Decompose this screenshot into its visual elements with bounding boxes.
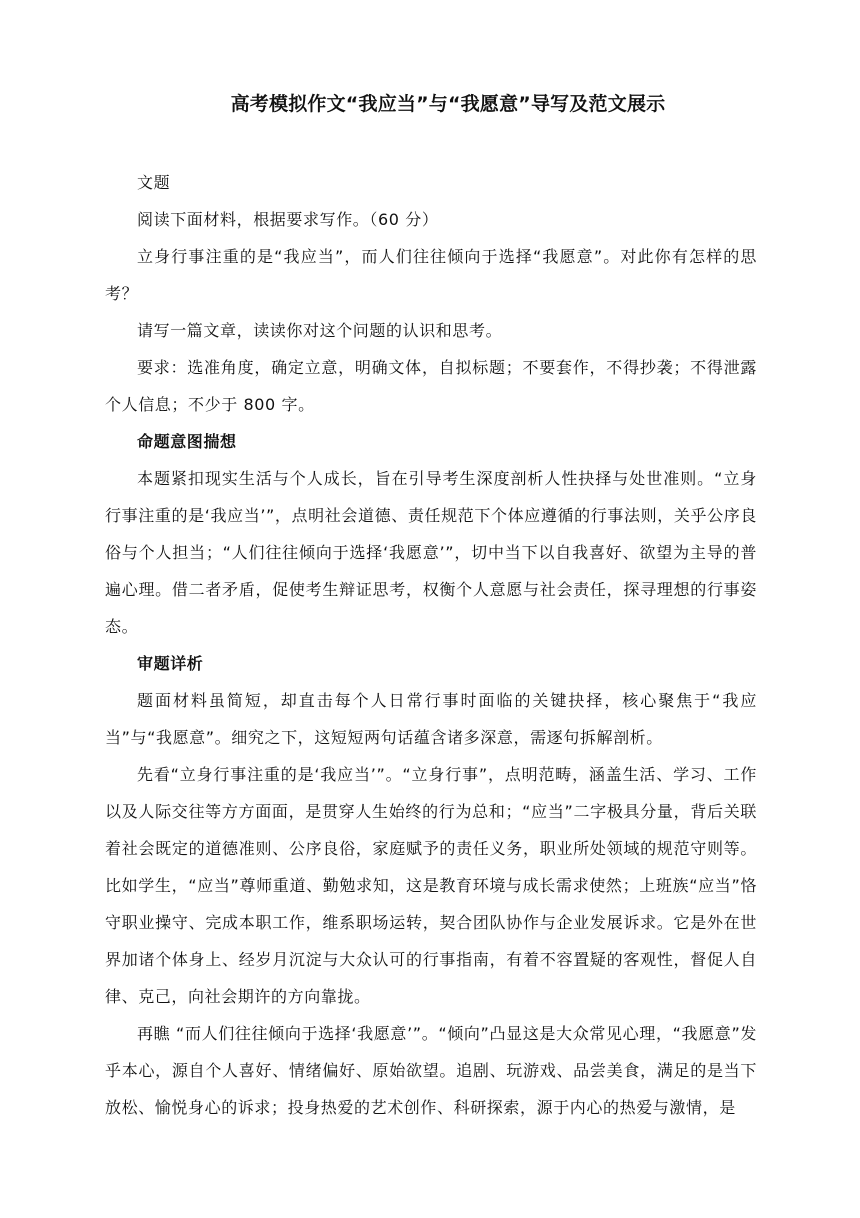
body-paragraph: 要求：选准角度，确定立意，明确文体，自拟标题；不要套作，不得抄袭；不得泄露个人信息；不少于 800 字。 bbox=[105, 358, 757, 414]
body-paragraph: 题面材料虽简短，却直击每个人日常行事时面临的关键抉择，核心聚焦于“我应当”与“我愿意”。细究之下，这短短两句话蕴含诸多深意，需逐句拆解剖析。 bbox=[105, 691, 757, 747]
section-heading: 审题详析 bbox=[137, 654, 204, 673]
body-paragraph: 本题紧扣现实生活与个人成长，旨在引导考生深度剖析人性抉择与处世准则。“立身行事注重的是‘我应当’”，点明社会道德、责任规范下个体应遵循的行事法则，关乎公序良俗与个人担当；“人们往往倾向于选择‘我愿意’”，切中当下以自我喜好、欲望为主导的普遍心理。借二者矛盾，促使考生辩证思考，权衡个人意愿与社会责任，探寻理想的行事姿态。 bbox=[105, 469, 757, 636]
document-body bbox=[105, 164, 757, 1126]
body-paragraph: 请写一篇文章，读读你对这个问题的认识和思考。 bbox=[137, 321, 503, 340]
body-paragraph: 阅读下面材料，根据要求写作。（60 分） bbox=[137, 210, 439, 229]
body-paragraph: 文题 bbox=[137, 173, 171, 192]
section-heading: 命题意图揣想 bbox=[137, 432, 237, 451]
body-paragraph: 先看“立身行事注重的是‘我应当’”。“立身行事”，点明范畴，涵盖生活、学习、工作以及人际交往等方方面面，是贯穿人生始终的行为总和；“应当”二字极具分量，背后关联着社会既定的道德准则、公序良俗，家庭赋予的责任义务，职业所处领域的规范守则等。比如学生，“应当”尊师重道、勤勉求知，这是教育环境与成长需求使然；上班族“应当”恪守职业操守、完成本职工作，维系职场运转，契合团队协作与企业发展诉求。它是外在世界加诸个体身上、经岁月沉淀与大众认可的行事指南，有着不容置疑的客观性，督促人自律、克己，向社会期许的方向靠拢。 bbox=[105, 765, 757, 1006]
document-title: 高考模拟作文“我应当”与“我愿意”导写及范文展示 bbox=[230, 93, 666, 115]
body-paragraph: 再瞧 “而人们往往倾向于选择‘我愿意’”。“倾向”凸显这是大众常见心理，“我愿意”发乎本心，源自个人喜好、情绪偏好、原始欲望。追剧、玩游戏、品尝美食，满足的是当下放松、愉悦身心的诉求；投身热爱的艺术创作、科研探索，源于内心的热爱与激情，是 bbox=[105, 1024, 757, 1117]
body-paragraph: 立身行事注重的是“我应当”，而人们往往倾向于选择“我愿意”。对此你有怎样的思考？ bbox=[105, 247, 757, 303]
